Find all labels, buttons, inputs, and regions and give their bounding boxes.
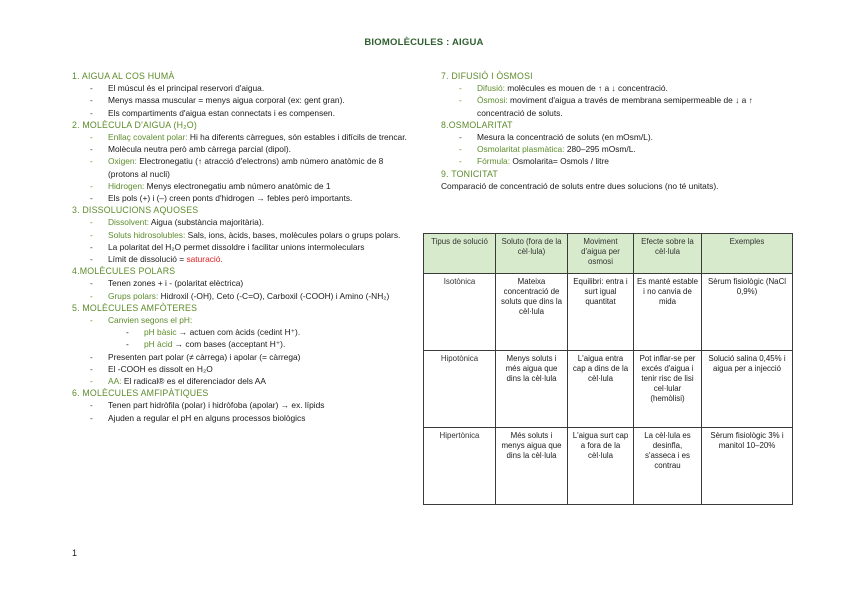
section-heading-7: 7. DIFUSIÓ I ÒSMOSI (441, 71, 533, 81)
list-item: - Tenen zones + i - (polaritat elèctrica) (90, 278, 244, 289)
list-item: - Molècula neutra però amb càrrega parcial (dipol). (90, 144, 291, 155)
table-cell: Es manté estable i no canvia de mida (634, 274, 702, 351)
table-cell: Hipotònica (424, 351, 496, 428)
table-row (424, 428, 793, 505)
list-item: - Mesura la concentració de soluts (en mOsm/L). (459, 132, 653, 143)
table-header-cell: Exemples (702, 234, 793, 274)
table-cell: Equilibri: entra i surt igual quantitat (568, 274, 634, 351)
list-item: - Tenen part hidròfila (polar) i hidròfoba (apolar) → ex. lípids (90, 400, 325, 411)
table-header-cell: Tipus de solució (424, 234, 496, 274)
table-cell: Mateixa concentració de soluts que dins la cèl·lula (496, 274, 568, 351)
list-item: - Osmolaritat plasmàtica: 280–295 mOsm/L. (459, 144, 636, 155)
list-item: - Dissolvent: Aigua (substància majoritària). (90, 217, 264, 228)
list-item: - Oxigen: Electronegatiu (↑ atracció d'electrons) amb número anatòmic de 8 (protons al nucli) (90, 156, 384, 179)
table-cell: Isotònica (424, 274, 496, 351)
list-item: - Fórmula: Osmolarita= Osmols / litre (459, 156, 609, 167)
list-item: - Els pols (+) i (–) creen ponts d'hidrogen → febles però importants. (90, 193, 353, 204)
table-cell: Pot inflar-se per excés d'aigua i tenir risc de lisi cel·lular (hemòlisi) (634, 351, 702, 428)
left-column (72, 70, 412, 424)
table-cell: L'aigua entra cap a dins de la cèl·lula (568, 351, 634, 428)
section-heading-6: 6. MOLÈCULES AMFIPÀTIQUES (72, 388, 209, 399)
section-heading-5: 5. MOLÈCULES AMFÒTERES (72, 302, 198, 313)
right-column (441, 70, 786, 192)
list-item: - Difusió: molècules es mouen de ↑ a ↓ concentració. (459, 83, 668, 94)
table-header-cell: Efecte sobre la cèl·lula (634, 234, 702, 274)
list-item: - Menys massa muscular = menys aigua corporal (ex: gent gran). (90, 95, 345, 106)
list-item: - AA: El radical® es el diferenciador dels AA (90, 376, 266, 387)
paragraph: Comparació de concentració de soluts entre dues solucions (no té unitats). (441, 180, 719, 191)
list-item: - Enllaç covalent polar: Hi ha diferents càrregues, són estables i difícils de trencar. (90, 132, 407, 143)
section-heading-2: 2. MOLÈCULA D'AIGUA (H₂O) (72, 119, 197, 130)
list-item: - Límit de dissolució = saturació. (90, 254, 223, 265)
table-cell: L'aigua surt cap a fora de la cèl·lula (568, 428, 634, 505)
tonicity-table (423, 233, 793, 505)
section-heading-9: 9. TONICITAT (441, 168, 498, 179)
table-cell: Menys soluts i més aigua que dins la cèl·lula (496, 351, 568, 428)
page-number: 1 (72, 548, 78, 558)
section-heading-8: 8.OSMOLARITAT (441, 119, 513, 130)
table-header-cell: Moviment d'aigua per osmosi (568, 234, 634, 274)
list-item: - Presenten part polar (≠ càrrega) i apolar (= càrrega) (90, 351, 301, 362)
list-item: - Hidrogen: Menys electronegatiu amb número anatòmic de 1 (90, 180, 331, 191)
list-item: - Ajuden a regular el pH en alguns processos biològics (90, 412, 306, 423)
list-item: - Soluts hidrosolubles: Sals, ions, àcids, bases, molècules polars o grups polars. (90, 229, 401, 240)
table-cell: Solució salina 0,45% i aigua per a injecció (702, 351, 793, 428)
table-row (424, 274, 793, 351)
table-header-cell: Soluto (fora de la cèl·lula) (496, 234, 568, 274)
sub-list-item: - pH àcid → com bases (acceptant H⁺). (126, 339, 286, 350)
table-row (424, 351, 793, 428)
list-item: - El -COOH es dissolt en H₂O (90, 363, 213, 374)
list-item: - Òsmosi: moviment d'aigua a través de membrana semipermeable de ↓ a ↑ concentració de soluts. (459, 95, 753, 118)
list-item: - Els compartiments d'aigua estan connectats i es compensen. (90, 107, 335, 118)
section-heading-3: 3. DISSOLUCIONS AQUOSES (72, 205, 199, 216)
page-title: BIOMOLÈCULES : AIGUA (364, 37, 484, 48)
list-item: - La polaritat del H₂O permet dissoldre i facilitar unions intermoleculars (90, 241, 365, 252)
sub-list-item: - pH bàsic → actuen com àcids (cedint H⁺). (126, 327, 301, 338)
list-item: - Canvien segons el pH: (90, 315, 193, 326)
section-heading-1: 1. AIGUA AL COS HUMÀ (72, 71, 175, 81)
table-header-row (424, 234, 793, 274)
table-cell: Hipertònica (424, 428, 496, 505)
section-heading-4: 4.MOLÈCULES POLARS (72, 266, 176, 277)
table-cell: Més soluts i menys aigua que dins la cèl·lula (496, 428, 568, 505)
table-cell: Sèrum fisiològic (NaCl 0,9%) (702, 274, 793, 351)
list-item: - Grups polars: Hidroxil (-OH), Ceto (-C=O), Carboxil (-COOH) i Amino (-NH₂) (90, 290, 390, 301)
list-item: - El múscul és el principal reservori d'aigua. (90, 83, 265, 94)
table-cell: La cèl·lula es desinfla, s'asseca i es contrau (634, 428, 702, 505)
table-cell: Sèrum fisiològic 3% i manitol 10–20% (702, 428, 793, 505)
